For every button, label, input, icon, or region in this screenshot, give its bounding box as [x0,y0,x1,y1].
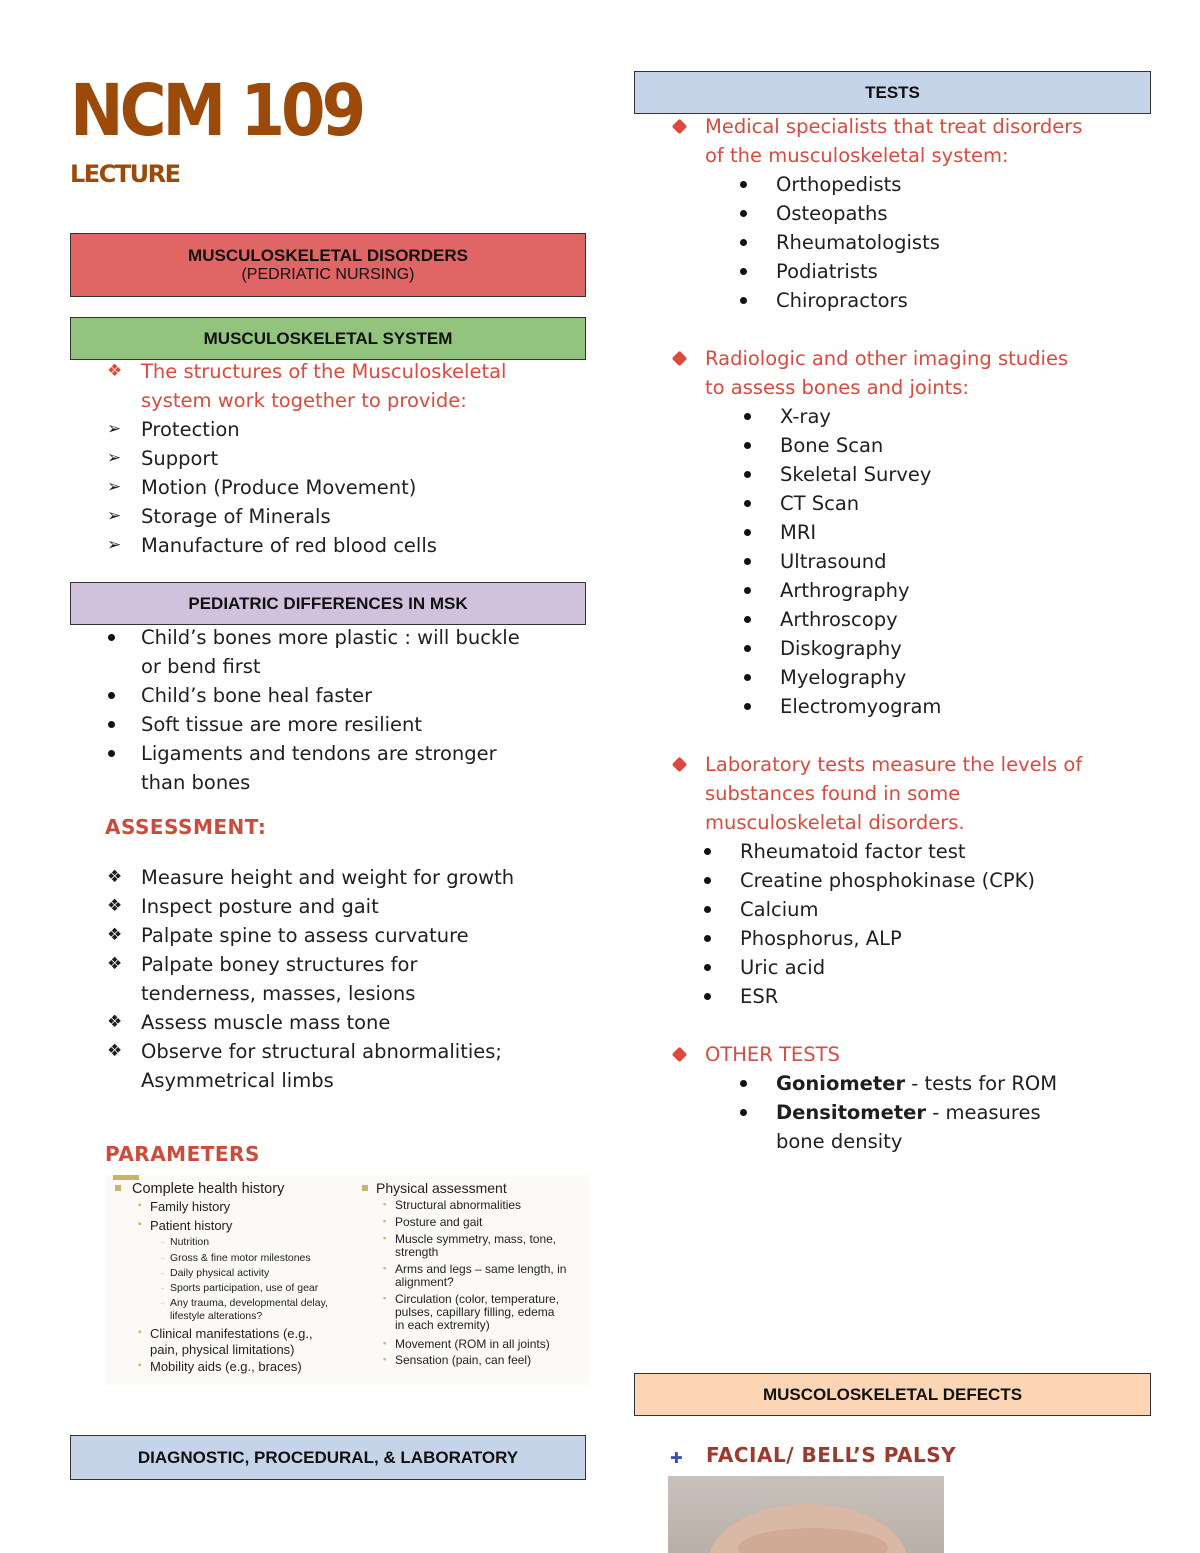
assessment-list [105,863,575,1095]
bullet-icon [704,964,711,971]
document-subtitle: LECTURE [70,160,180,188]
defect-heading: FACIAL/ BELL’S PALSY [706,1443,957,1467]
pediatric-differences-list [105,623,575,797]
bullet-icon [704,906,711,913]
arrow-bullet-icon: ➢ [107,535,122,555]
term-desc: - tests for ROM [905,1072,1058,1095]
parameters-item: alignment? [395,1275,454,1289]
bullet-icon [740,239,747,246]
list-item-text: Palpate boney structures for [141,953,418,976]
bullet-icon [744,413,751,420]
list-item-continued: bone density [776,1130,903,1153]
list-item [105,623,575,681]
parameters-item: Arms and legs – same length, in [395,1262,567,1276]
parameters-item: Gross & fine motor milestones [170,1252,311,1264]
diamond-bullet-icon: ❖ [107,954,123,974]
parameters-col2-title: Physical assessment [376,1180,507,1196]
list-item [105,739,575,797]
diamond-bullet-icon [672,757,688,773]
parameters-item: Any trauma, developmental delay, [170,1297,328,1309]
list-item-text: Skeletal Survey [780,463,932,486]
list-item-text: Creatine phosphokinase (CPK) [740,869,1036,892]
parameters-item: Daily physical activity [170,1267,270,1279]
arrow-bullet-icon: ➢ [107,477,122,497]
list-item-text: CT Scan [780,492,860,515]
list-item [670,170,1150,199]
parameters-item: lifestyle alterations? [170,1310,263,1322]
list-item [670,460,1150,489]
heading-text: OTHER TESTS [705,1043,840,1066]
list-item-text: Protection [141,418,240,441]
dash-bullet-icon: ▪ [383,1233,387,1243]
dash-bullet-icon: ▪ [138,1327,142,1338]
list-item-text: Ultrasound [780,550,887,573]
dash-bullet-icon: ▪ [138,1219,142,1230]
bullet-icon [744,500,751,507]
list-item [105,1037,575,1095]
section-header-title: PEDIATRIC DIFFERENCES IN MSK [188,593,468,613]
list-item [670,518,1150,547]
list-item [670,199,1150,228]
accent-bar [113,1175,139,1180]
list-item-text: Myelography [780,666,907,689]
list-item-text: Osteopaths [776,202,888,225]
list-item-text: MRI [780,521,817,544]
list-item-text: Rheumatologists [776,231,940,254]
list-item-text: Motion (Produce Movement) [141,476,417,499]
list-item-text: Manufacture of red blood cells [141,534,437,557]
section-header-diagnostic [70,1435,586,1480]
bullet-icon [744,616,751,623]
list-item [670,402,1150,431]
list-item-text: Phosphorus, ALP [740,927,902,950]
section-header-title: MUSCULOSKELETAL DISORDERS [188,246,468,266]
dash-bullet-icon: → [158,1298,166,1307]
square-bullet-icon [362,1185,368,1191]
list-item-text: Arthrography [780,579,910,602]
parameters-item: Sports participation, use of gear [170,1282,319,1294]
section-header-title: MUSCULOSKELETAL SYSTEM [203,328,453,348]
red-intro [670,750,1150,837]
list-item-text: Observe for structural abnormalities; [141,1040,502,1063]
list-item-text: than bones [141,771,251,794]
section-header-defects [634,1373,1151,1416]
list-item [670,634,1150,663]
section-header-sub: (PEDRIATIC NURSING) [241,265,415,283]
intro-line: substances found in some [705,782,961,805]
dash-bullet-icon: ▪ [383,1263,387,1273]
bullet-icon [108,692,115,699]
list-item [670,663,1150,692]
list-item [670,982,1150,1011]
diamond-bullet-icon: ❖ [107,867,123,887]
list-item [105,892,575,921]
list-item [670,895,1150,924]
parameters-col1-title: Complete health history [132,1181,285,1197]
dash-bullet-icon: → [158,1253,166,1262]
bullet-icon [704,877,711,884]
bullet-icon [740,268,747,275]
dash-bullet-icon: → [158,1283,166,1292]
list-item [670,1098,1150,1127]
bullet-icon [108,634,115,641]
assessment-heading: ASSESSMENT: [105,815,267,839]
pushpin-icon: ✚ [670,1449,683,1467]
list-item-text: Bone Scan [780,434,884,457]
list-item [670,692,1150,721]
diamond-bullet-icon: ❖ [107,896,123,916]
list-item-text: Podiatrists [776,260,878,283]
diamond-bullet-icon: ❖ [107,1012,123,1032]
list-item-text: X-ray [780,405,831,428]
tests-list [670,112,1150,1156]
parameters-item: Posture and gait [395,1215,483,1229]
parameters-item: Mobility aids (e.g., braces) [150,1359,302,1374]
list-item-text: Chiropractors [776,289,908,312]
parameters-item: in each extremity) [395,1318,490,1332]
other-tests-heading [670,1040,1150,1069]
list-item-text: Child’s bones more plastic : will buckle [141,626,520,649]
parameters-item: Nutrition [170,1236,210,1248]
bullet-icon [740,210,747,217]
list-item-text: Assess muscle mass tone [141,1011,391,1034]
bullet-icon [108,750,115,757]
list-item [670,257,1150,286]
diamond-bullet-icon: ❖ [107,361,123,381]
section-header-title: TESTS [865,82,920,102]
bullet-icon [744,645,751,652]
parameters-item: Movement (ROM in all joints) [395,1337,550,1351]
parameters-item: Clinical manifestations (e.g., [150,1326,313,1341]
list-item-text: Storage of Minerals [141,505,331,528]
arrow-bullet-icon: ➢ [107,419,122,439]
list-item [105,531,575,560]
dash-bullet-icon: ▪ [383,1338,387,1348]
list-item-text: ESR [740,985,779,1008]
parameters-item: Circulation (color, temperature, [395,1292,560,1306]
list-item-text: Calcium [740,898,819,921]
intro-line: Radiologic and other imaging studies [705,347,1069,370]
parameters-image [105,1175,590,1385]
diamond-bullet-icon: ❖ [107,925,123,945]
list-item [105,950,575,1008]
bullet-icon [740,1109,747,1116]
parameters-item: strength [395,1245,439,1259]
red-intro [670,344,1150,402]
section-header-title: MUSCOLOSKELETAL DEFECTS [762,1384,1023,1404]
bullet-icon [740,181,747,188]
list-item [670,576,1150,605]
parameters-item: pain, physical limitations) [150,1342,295,1357]
section-header-title: DIAGNOSTIC, PROCEDURAL, & LABORATORY [137,1447,519,1467]
term-bold: Goniometer [776,1072,906,1095]
bells-palsy-photo [668,1476,944,1553]
list-item [670,1069,1150,1098]
square-bullet-icon [115,1185,121,1191]
parameters-item: Family history [150,1199,231,1214]
list-item [670,837,1150,866]
list-item-text: Electromyogram [780,695,942,718]
bullet-icon [744,587,751,594]
parameters-item: Sensation (pain, can feel) [395,1353,532,1367]
bullet-icon [744,529,751,536]
bullet-icon [704,993,711,1000]
diamond-bullet-icon [672,351,688,367]
list-item-text: or bend first [141,655,261,678]
intro-line: Laboratory tests measure the levels of [705,753,1083,776]
list-item [670,431,1150,460]
list-item [670,605,1150,634]
dash-bullet-icon: ▪ [383,1199,387,1209]
list-item [105,1008,575,1037]
list-item [670,866,1150,895]
list-item-text: Diskography [780,637,902,660]
list-item: ❖ The structures of the Musculoskeletal system work together to provide: [105,357,575,415]
arrow-bullet-icon: ➢ [107,448,122,468]
list-item-text: Asymmetrical limbs [141,1069,334,1092]
dash-bullet-icon: ▪ [383,1354,387,1364]
msk-system-list [105,357,575,560]
dash-bullet-icon: ▪ [383,1293,387,1303]
list-item [105,921,575,950]
bullet-icon [704,848,711,855]
list-item [105,710,575,739]
bullet-icon [744,442,751,449]
list-item-text: Support [141,447,219,470]
bullet-icon [744,558,751,565]
list-item [105,863,575,892]
list-item-text: Rheumatoid factor test [740,840,966,863]
bullet-icon [744,471,751,478]
section-header-tests [634,71,1151,114]
document-title: NCM 109 [70,70,363,153]
parameters-item: Patient history [150,1218,233,1233]
list-item-text: Uric acid [740,956,826,979]
list-item [670,489,1150,518]
list-item [105,444,575,473]
section-header-msk-system [70,317,586,360]
bullet-icon [740,1080,747,1087]
dash-bullet-icon: ▪ [138,1200,142,1211]
term-desc: - measures [926,1101,1041,1124]
bullet-icon [744,674,751,681]
list-item-text: Child’s bone heal faster [141,684,373,707]
list-item [670,547,1150,576]
list-item [105,502,575,531]
list-item [670,286,1150,315]
list-item [105,473,575,502]
parameters-item: Structural abnormalities [395,1198,522,1212]
list-item [670,924,1150,953]
list-item-text: Orthopedists [776,173,902,196]
list-item [105,681,575,710]
parameters-heading: PARAMETERS [105,1142,260,1166]
intro-line: of the musculoskeletal system: [705,144,1009,167]
section-header-pediatric-differences [70,582,586,625]
arrow-bullet-icon: ➢ [107,506,122,526]
intro-line: to assess bones and joints: [705,376,969,399]
parameters-item: pulses, capillary filling, edema [395,1305,555,1319]
parameters-item: Muscle symmetry, mass, tone, [395,1232,557,1246]
list-item-text: Soft tissue are more resilient [141,713,423,736]
bullet-icon [108,721,115,728]
diamond-bullet-icon [672,1047,688,1063]
diamond-bullet-icon: ❖ [107,1041,123,1061]
list-item [670,228,1150,257]
list-item-text: Ligaments and tendons are stronger [141,742,497,765]
bullet-icon [744,703,751,710]
diamond-bullet-icon [672,119,688,135]
list-item [670,953,1150,982]
dash-bullet-icon: → [158,1237,166,1246]
dash-bullet-icon: ▪ [138,1360,142,1371]
section-header-disorders [70,233,586,297]
intro-line: musculoskeletal disorders. [705,811,965,834]
list-item-text: Measure height and weight for growth [141,866,515,889]
list-item [105,415,575,444]
dash-bullet-icon: → [158,1268,166,1277]
list-item-text: Palpate spine to assess curvature [141,924,469,947]
list-item-text: Inspect posture and gait [141,895,379,918]
list-item-text: tenderness, masses, lesions [141,982,416,1005]
intro-line: Medical specialists that treat disorders [705,115,1083,138]
bullet-icon [740,297,747,304]
red-intro [670,112,1150,170]
bullet-icon [704,935,711,942]
list-item-text: Arthroscopy [780,608,898,631]
term-bold: Densitometer [776,1101,927,1124]
dash-bullet-icon: ▪ [383,1216,387,1226]
